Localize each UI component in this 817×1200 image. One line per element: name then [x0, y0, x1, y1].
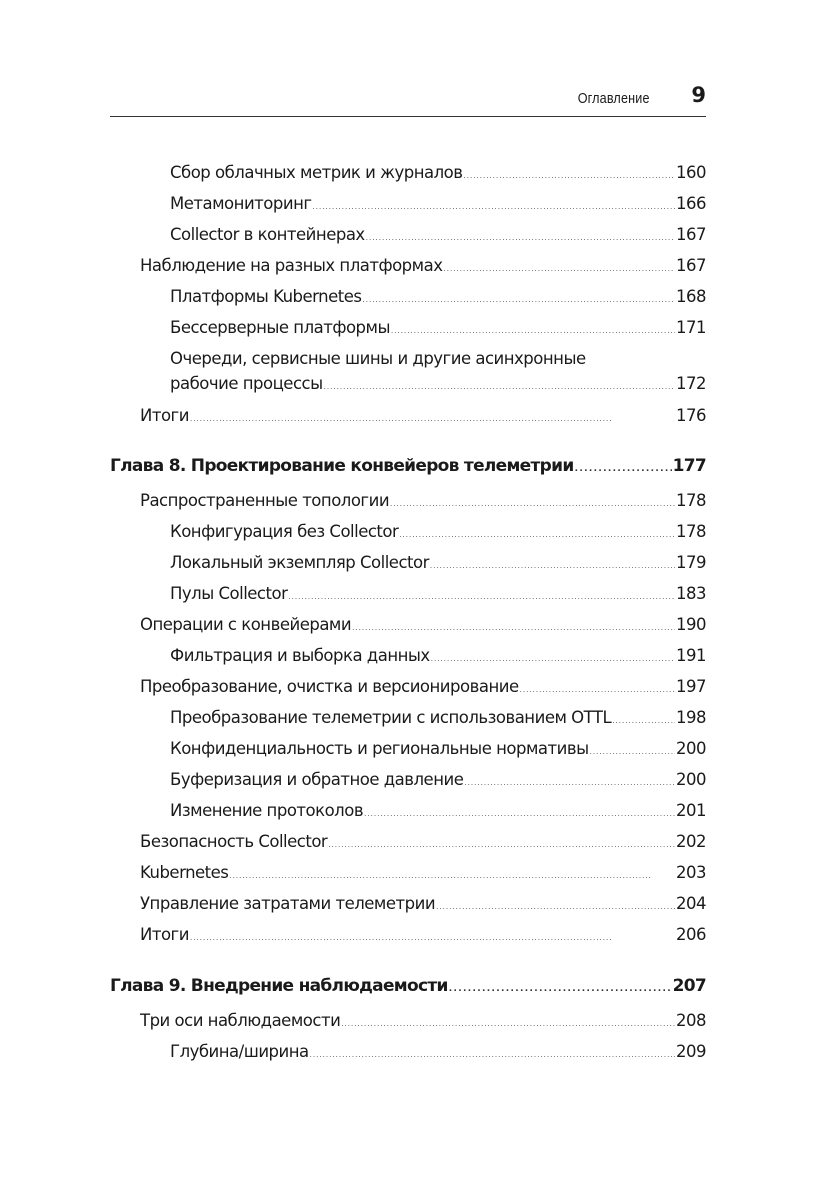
- dot-leader: [391, 315, 675, 344]
- dot-leader: [328, 829, 675, 858]
- toc-entry-title: Локальный экземпляр Collector: [170, 553, 429, 572]
- toc-entry: [170, 1039, 706, 1068]
- toc-entry-title: Сбор облачных метрик и журналов: [170, 163, 463, 182]
- toc-entry-page: 166: [676, 194, 706, 213]
- toc-entry-title: Распространенные топологии: [140, 491, 390, 510]
- toc-entry: [170, 160, 706, 189]
- toc-entry-title: Конфигурация без Collector: [170, 522, 399, 541]
- toc-entry: [170, 519, 706, 548]
- toc-entry-title: Три оси наблюдаемости: [140, 1011, 341, 1030]
- toc-entry: [140, 674, 706, 703]
- toc-entry-title: Глава 9. Внедрение наблюдаемости: [110, 976, 448, 996]
- toc-entry-page: 168: [676, 287, 706, 306]
- toc-entry: [170, 550, 706, 579]
- toc-entry: [170, 222, 706, 251]
- toc-entry-title-line: Очереди, сервисные шины и другие асинхронные: [170, 349, 586, 368]
- toc-entry: [140, 488, 706, 517]
- toc-entry-page: 209: [676, 1042, 706, 1061]
- toc-entry-page: 201: [676, 801, 706, 820]
- dot-leader: [341, 1008, 675, 1037]
- toc-chapter-heading: [110, 454, 706, 482]
- toc-chapter-heading: [110, 974, 706, 1002]
- toc-entry: [170, 705, 706, 734]
- toc-entry-page: 167: [676, 225, 706, 244]
- dot-leader: [190, 403, 675, 432]
- toc-entry-page: 190: [676, 615, 706, 634]
- toc-entry-page: 200: [676, 739, 706, 758]
- toc-entry-title: Преобразование телеметрии с использованием OTTL: [170, 708, 612, 727]
- toc-entry-page: 171: [676, 318, 706, 337]
- toc-entry-title: Итоги: [140, 925, 189, 944]
- dot-leader: [431, 643, 675, 672]
- page-number: 9: [691, 83, 706, 107]
- toc-entry: [140, 1008, 706, 1037]
- toc-entry-multiline: [170, 346, 706, 400]
- toc-entry: [170, 736, 706, 765]
- toc-entry-page: 208: [676, 1011, 706, 1030]
- dot-leader: [430, 550, 675, 579]
- toc-entry-page: 206: [676, 925, 706, 944]
- toc-entry-title: Буферизация и обратное давление: [170, 770, 464, 789]
- toc-entry-title: Фильтрация и выборка данных: [170, 646, 430, 665]
- toc-entry: [140, 612, 706, 641]
- dot-leader: [436, 891, 675, 920]
- toc-entry-page: 167: [676, 256, 706, 275]
- toc-entry-page: 202: [676, 832, 706, 851]
- dot-leader: [362, 284, 675, 313]
- running-header: [110, 84, 706, 117]
- toc-entry-title: Наблюдение на разных платформах: [140, 256, 443, 275]
- toc-entry: [170, 767, 706, 796]
- toc-entry-page: 198: [676, 708, 706, 727]
- dot-leader: [612, 705, 675, 734]
- toc-entry-page: 200: [676, 770, 706, 789]
- toc-entry-page: 197: [676, 677, 706, 696]
- toc-entry-title: Изменение протоколов: [170, 801, 364, 820]
- toc-entry-page: 172: [676, 374, 706, 393]
- dot-leader: [366, 222, 675, 251]
- dot-leader: [310, 1039, 675, 1068]
- toc-entry-title: Kubernetes: [140, 863, 229, 882]
- toc-entry-title: Глава 8. Проектирование конвейеров телеметрии: [110, 456, 574, 476]
- dot-leader: [590, 736, 675, 765]
- dot-leader: [464, 767, 675, 796]
- toc-entry-title: Управление затратами телеметрии: [140, 894, 436, 913]
- toc-entry: [170, 798, 706, 827]
- dot-leader: [449, 974, 672, 1002]
- toc-entry-page: 160: [676, 163, 706, 182]
- dot-leader: [324, 371, 675, 400]
- toc-entry: [170, 581, 706, 610]
- dot-leader: [364, 798, 675, 827]
- toc-entry-page: 178: [676, 491, 706, 510]
- dot-leader: [520, 674, 675, 703]
- toc-entry-title: Метамониторинг: [170, 194, 312, 213]
- toc-entry-page: 178: [676, 522, 706, 541]
- toc-entry-page: 183: [676, 584, 706, 603]
- toc-entry-page: 204: [676, 894, 706, 913]
- toc-entry-page: 177: [672, 456, 706, 476]
- toc-entry: [140, 891, 706, 920]
- toc-entry-title: Пулы Collector: [170, 584, 288, 603]
- toc-entry-title: Collector в контейнерах: [170, 225, 365, 244]
- dot-leader: [463, 160, 675, 189]
- toc-entry: [170, 315, 706, 344]
- dot-leader: [390, 488, 675, 517]
- dot-leader: [229, 860, 675, 889]
- dot-leader: [352, 612, 675, 641]
- toc-entry-title: Преобразование, очистка и версионирование: [140, 677, 519, 696]
- toc-entry-title: Безопасность Collector: [140, 832, 328, 851]
- toc-entry-title: Операции с конвейерами: [140, 615, 352, 634]
- toc-entry: [170, 643, 706, 672]
- section-title: Оглавление: [578, 90, 650, 107]
- dot-leader: [313, 191, 675, 220]
- toc-entry: [140, 253, 706, 282]
- toc-entry: [140, 829, 706, 858]
- toc-entry-page: 191: [676, 646, 706, 665]
- toc-entry: [140, 860, 706, 889]
- dot-leader: [399, 519, 675, 548]
- toc-entry-title: Бессерверные платформы: [170, 318, 391, 337]
- dot-leader: [575, 454, 672, 482]
- toc-entry-title: Глубина/ширина: [170, 1042, 309, 1061]
- toc-entry: [140, 403, 706, 432]
- toc-entry: [170, 191, 706, 220]
- toc-entry-page: 207: [672, 976, 706, 996]
- toc-entry: [170, 284, 706, 313]
- dot-leader: [190, 922, 675, 951]
- dot-leader: [443, 253, 675, 282]
- toc-entry-page: 176: [676, 406, 706, 425]
- toc-entry: [140, 922, 706, 951]
- toc-entry-title: рабочие процессы: [170, 374, 323, 393]
- toc-entry-title: Конфиденциальность и региональные нормативы: [170, 739, 589, 758]
- toc-entry-page: 203: [676, 863, 706, 882]
- toc-entry-title: Платформы Kubernetes: [170, 287, 362, 306]
- dot-leader: [288, 581, 675, 610]
- toc-entry-title: Итоги: [140, 406, 189, 425]
- toc-entry-page: 179: [676, 553, 706, 572]
